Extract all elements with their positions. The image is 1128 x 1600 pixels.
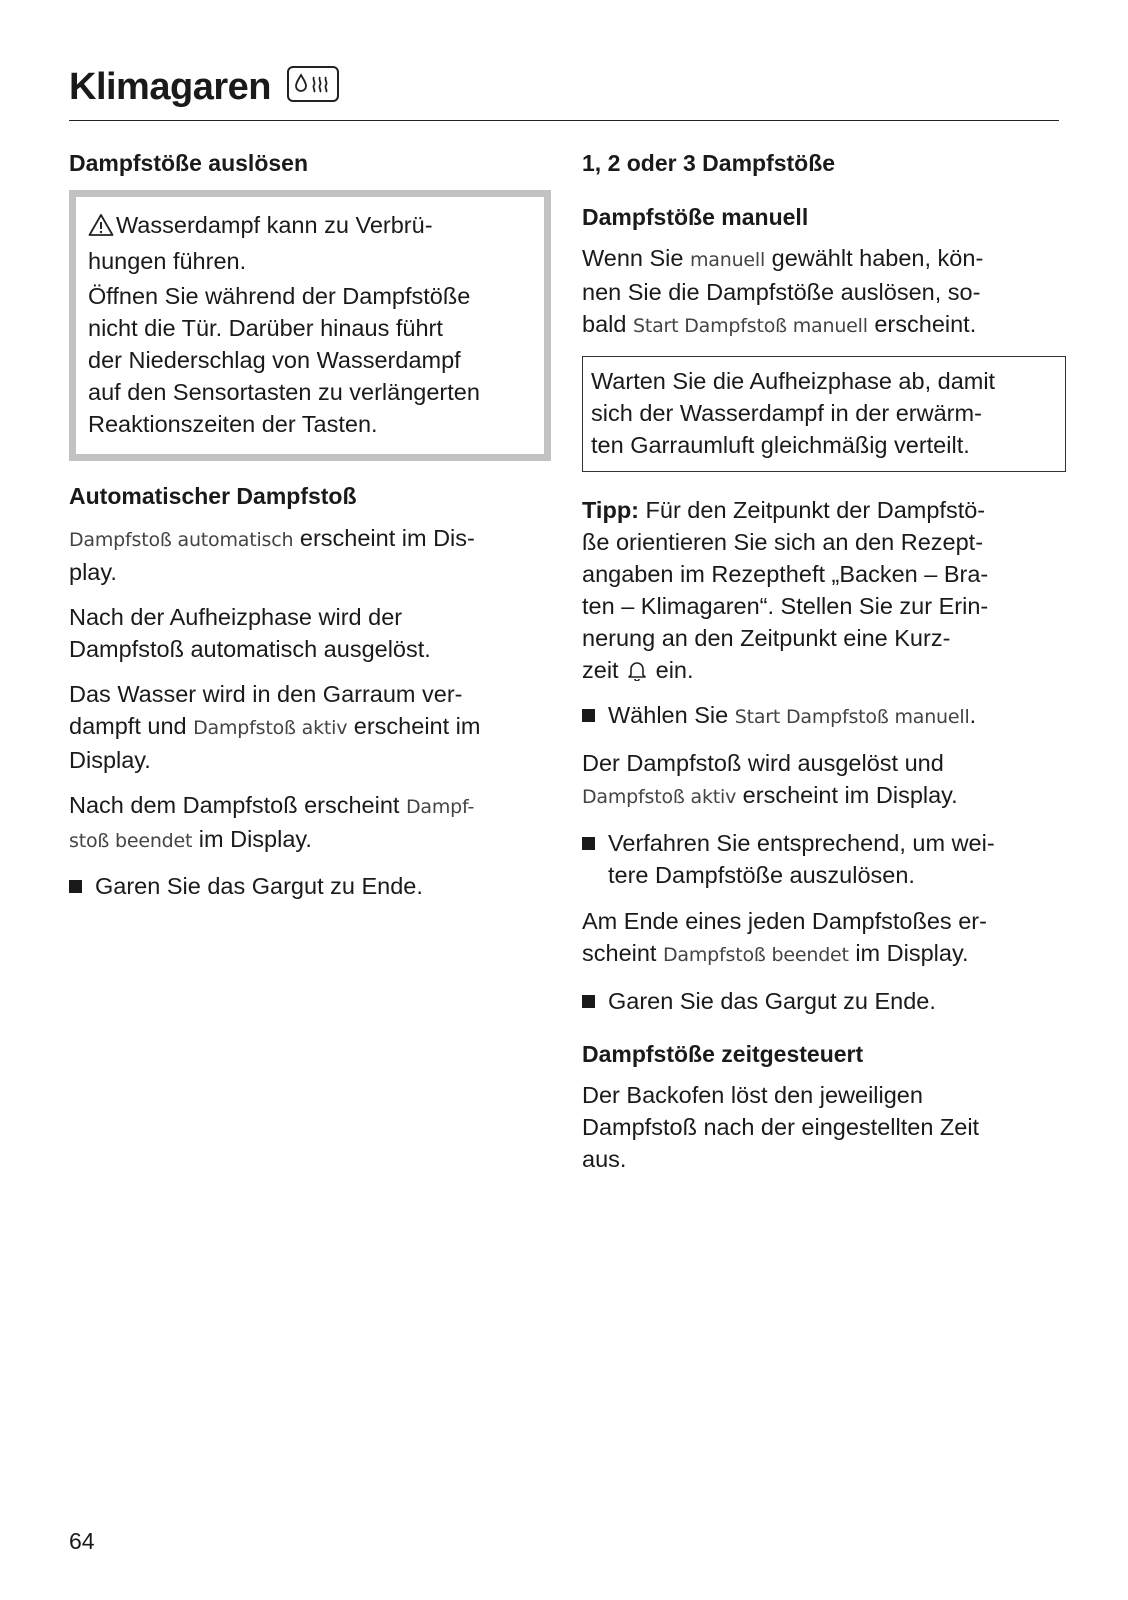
text: scheint [582, 940, 663, 966]
warning-text: Reaktionszeiten der Tasten. [88, 411, 378, 437]
paragraph [69, 789, 549, 857]
text: erscheint im [347, 713, 481, 739]
text: . [969, 702, 977, 728]
text: Am Ende eines jeden Dampfstoßes er- [582, 908, 987, 934]
warning-text: Wasserdampf kann zu Verbrü- [116, 212, 433, 238]
text: erscheint. [867, 311, 977, 337]
heading-trigger-steam: Dampfstöße auslösen [69, 150, 308, 176]
text: Display. [69, 747, 151, 773]
bullet-square-icon [582, 995, 595, 1008]
text: Garen Sie das Gargut zu Ende. [95, 873, 423, 899]
list-item [582, 699, 1062, 733]
text: im Display. [848, 940, 969, 966]
page-number: 64 [69, 1528, 95, 1554]
display-text: Dampfstoß aktiv [193, 717, 348, 739]
display-text: Dampfstoß aktiv [582, 786, 737, 808]
text: play. [69, 559, 117, 585]
display-text: Dampfstoß automatisch [69, 529, 294, 551]
paragraph [582, 242, 1062, 342]
warning-text: auf den Sensortasten zu verlängerten [88, 379, 480, 405]
text: gewählt haben, kön- [765, 245, 984, 271]
right-column [582, 146, 1062, 1175]
display-text: manuell [690, 249, 766, 271]
text: nen Sie die Dampfstöße auslösen, so- [582, 279, 981, 305]
steam-bake-icon [287, 66, 339, 102]
text: bald [582, 311, 633, 337]
warning-text: Öffnen Sie während der Dampfstöße [88, 283, 471, 309]
note-text: sich der Wasserdampf in der erwärm- [591, 400, 982, 426]
text: Dampfstoß nach der eingestellten Zeit [582, 1114, 980, 1140]
text: ein. [649, 657, 694, 683]
text: Das Wasser wird in den Garraum ver- [69, 681, 463, 707]
paragraph [582, 905, 1062, 971]
display-text: Start Dampfstoß manuell [632, 315, 868, 337]
note-box [582, 356, 1066, 472]
display-text: Dampf- [405, 796, 475, 818]
warning-text: hungen führen. [88, 248, 247, 274]
text: Wählen Sie [608, 702, 735, 728]
bullet-square-icon [69, 880, 82, 893]
text: Nach dem Dampfstoß erscheint [69, 792, 406, 818]
list-item [69, 870, 549, 902]
paragraph [69, 601, 549, 665]
note-text: ten Garraumluft gleichmäßig verteilt. [591, 432, 970, 458]
note-text: Warten Sie die Aufheizphase ab, damit [591, 368, 996, 394]
text: erscheint im Dis- [293, 525, 475, 551]
text: zeit [582, 657, 626, 683]
warning-text: nicht die Tür. Darüber hinaus führt [88, 315, 443, 341]
paragraph [582, 747, 1062, 813]
text: im Display. [192, 826, 312, 852]
heading-auto-steam: Automatischer Dampfstoß [69, 483, 357, 509]
text: Garen Sie das Gargut zu Ende. [608, 988, 936, 1014]
text: dampft und [69, 713, 194, 739]
paragraph [69, 678, 549, 776]
bell-icon [627, 657, 647, 689]
display-text: stoß beendet [69, 830, 193, 852]
display-text: Dampfstoß beendet [663, 944, 849, 966]
text: Nach der Aufheizphase wird der [69, 604, 403, 630]
warning-box [69, 190, 551, 461]
paragraph [69, 522, 549, 588]
text: Für den Zeitpunkt der Dampfstö- [639, 497, 986, 523]
heading-steam-count: 1, 2 oder 3 Dampfstöße [582, 150, 836, 176]
text: Verfahren Sie entsprechend, um wei- [608, 830, 995, 856]
heading-timed-steam: Dampfstöße zeitgesteuert [582, 1041, 864, 1067]
text: erscheint im Display. [736, 782, 958, 808]
page-header [69, 62, 1059, 121]
text: Der Backofen löst den jeweiligen [582, 1082, 923, 1108]
list-item [582, 985, 1062, 1017]
text: aus. [582, 1146, 627, 1172]
text: nerung an den Zeitpunkt eine Kurz- [582, 625, 951, 651]
display-text: Start Dampfstoß manuell [734, 706, 970, 728]
warning-text: der Niederschlag von Wasserdampf [88, 347, 461, 373]
left-column [69, 146, 549, 902]
list-item [582, 827, 1062, 891]
bullet-square-icon [582, 709, 595, 722]
text: ße orientieren Sie sich an den Rezept- [582, 529, 984, 555]
bullet-square-icon [582, 837, 595, 850]
warning-triangle-icon [88, 213, 114, 245]
paragraph [582, 1079, 1062, 1175]
text: Wenn Sie [582, 245, 690, 271]
heading-manual-steam: Dampfstöße manuell [582, 204, 809, 230]
text: Dampfstoß automatisch ausgelöst. [69, 636, 431, 662]
text: tere Dampfstöße auszulösen. [608, 862, 915, 888]
tip-paragraph [582, 494, 1062, 689]
text: ten – Klimagaren“. Stellen Sie zur Erin- [582, 593, 989, 619]
page-title: Klimagaren [69, 66, 271, 108]
tip-label: Tipp: [582, 497, 639, 523]
text: Der Dampfstoß wird ausgelöst und [582, 750, 944, 776]
text: angaben im Rezeptheft „Backen – Bra- [582, 561, 989, 587]
